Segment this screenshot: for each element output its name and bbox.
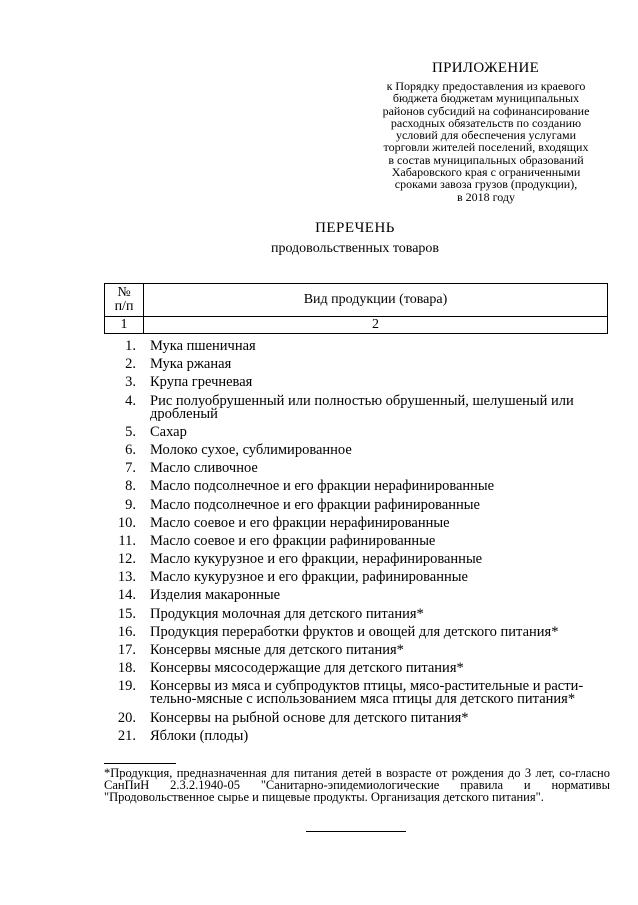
list-item [104,589,614,602]
list-item-text: Мука ржаная [150,356,232,373]
list-item-number: 11. [118,532,136,549]
list-item [104,605,614,622]
appendix-line: в 2018 году [456,189,516,204]
list-item-number: 4. [125,392,136,409]
list-item [104,462,614,475]
list-item-text: Сахар [150,423,187,440]
list-item-number: 16. [117,623,136,640]
list-subtitle: продовольственных товаров [270,241,440,256]
list-item-number: 12. [117,551,136,568]
list-item-number: 17. [117,642,136,658]
column-index-1: 1 [105,317,144,334]
list-item [104,680,614,706]
products-header-table [104,283,608,334]
list-item-text: Консервы на рыбной основе для детского питания* [150,709,469,726]
list-item-number: 13. [117,569,136,586]
appendix-line: районов субсидий на софинансирование [382,103,590,118]
list-item-number: 14. [117,587,136,604]
table-header-row [105,284,608,317]
list-item [104,423,614,440]
appendix-line: к Порядку предоставления из краевого [386,79,586,93]
list-item-number: 20. [117,709,136,726]
list-item-text: Консервы из мяса и субпродуктов птицы, мясо-растительные и расти-тельно-мясные с использованием мяса птицы для детского питания* [150,678,584,708]
list-item-number: 15. [117,605,136,622]
list-item-text: Изделия макаронные [150,587,281,604]
list-item [104,553,614,566]
list-item-text: Масло кукурузное и его фракции, рафинированные [150,569,468,586]
list-item [104,480,614,493]
list-item [104,441,614,458]
list-item-number: 1. [125,338,136,354]
list-item [104,571,614,584]
list-item-number: 6. [125,441,136,458]
list-item-number: 7. [125,460,136,477]
list-item [104,392,614,422]
footnote-separator [104,763,176,764]
list-item-number: 21. [117,727,136,744]
list-item-number: 10. [117,514,136,531]
list-item-text: Масло подсолнечное и его фракции нерафинированные [150,478,495,495]
appendix-line: бюджета бюджетам муниципальных [392,91,580,106]
appendix-line: сроками завоза грузов (продукции), [394,177,578,192]
list-item [104,496,614,513]
list-item-number: 3. [125,374,136,391]
list-item-text: Яблоки (плоды) [150,727,249,744]
appendix-line: в состав муниципальных образований [388,152,584,167]
appendix-line: торговли жителей поселений, входящих [383,140,589,155]
list-item-text: Продукция молочная для детского питания* [150,605,424,622]
list-item-text: Консервы мясосодержащие для детского питания* [150,660,464,677]
appendix-line: Хабаровского края с ограниченными [391,165,581,180]
list-item-text: Мука пшеничная [150,338,256,354]
list-item-number: 18. [117,660,136,677]
list-item-text: Рис полуобрушенный или полностью обрушенный, шелушеный или дробленый [150,392,574,422]
list-item-text: Масло подсолнечное и его фракции рафинированные [150,496,480,513]
list-item-text: Продукция переработки фруктов и овощей для детского питания* [150,623,559,640]
list-item-text: Масло кукурузное и его фракции, нерафинированные [150,551,483,568]
list-item [104,532,614,549]
column-index-2: 2 [144,317,608,334]
appendix-title: ПРИЛОЖЕНИЕ [432,60,540,76]
number-column-header [105,284,144,317]
appendix-line: условий для обеспечения услугами [395,128,577,143]
number-header-line1: № [117,285,131,300]
list-item-number: 9. [125,496,136,513]
list-item-number: 5. [125,423,136,440]
list-item [104,644,614,657]
list-item [104,376,614,389]
list-item-text: Молоко сухое, сублимированное [150,441,352,458]
list-item [104,727,614,744]
list-item-text: Масло соевое и его фракции нерафинированные [150,514,450,531]
list-item-text: Консервы мясные для детского питания* [150,642,404,658]
list-item [104,514,614,531]
list-item-number: 19. [117,678,136,695]
product-type-column-header: Вид продукции (товара) [144,284,608,317]
list-item-text: Масло сливочное [150,460,258,477]
list-item [104,340,614,353]
list-item-number: 8. [125,478,136,495]
list-item-text: Крупа гречневая [150,374,253,391]
list-item [104,709,614,726]
number-header-line2: п/п [114,299,134,314]
product-list [104,340,614,748]
list-item [104,358,614,371]
list-item-number: 2. [125,356,136,373]
appendix-body [366,80,606,203]
appendix-line: расходных обязательств по созданию [390,115,582,130]
list-title: ПЕРЕЧЕНЬ [315,220,395,236]
footnote: *Продукция, предназначенная для питания детей в возрасте от рождения до 3 лет, со-гласно СанПиН 2.3.2.1940-05 "Санитарно-эпидемиологические правила и нормативы "Продовольственное сырье и пищевые продукты. Организация детского питания". [104,766,610,804]
list-item-text: Масло соевое и его фракции рафинированные [150,532,436,549]
table-index-row [105,317,608,334]
list-item [104,623,614,640]
list-item [104,662,614,675]
end-of-document-rule [306,831,406,832]
